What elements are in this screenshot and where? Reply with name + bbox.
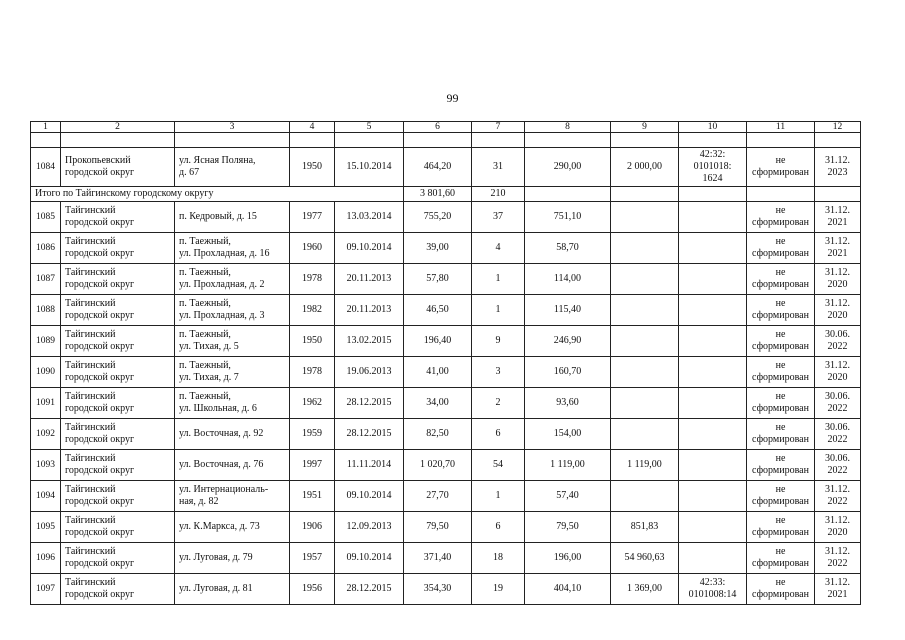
area-cell: 41,00	[404, 357, 472, 388]
date-cell: 13.02.2015	[335, 326, 404, 357]
municipality-cell: Тайгинский городской округ	[61, 481, 175, 512]
cadastral-cell	[679, 512, 747, 543]
deadline-cell: 31.12. 2022	[815, 543, 861, 574]
col9-cell	[611, 388, 679, 419]
area-cell: 196,40	[404, 326, 472, 357]
col8-cell: 404,10	[525, 574, 611, 605]
date-cell: 20.11.2013	[335, 264, 404, 295]
spacer-row	[31, 133, 861, 148]
table-row	[31, 233, 861, 264]
date-cell: 20.11.2013	[335, 295, 404, 326]
date-cell: 28.12.2015	[335, 574, 404, 605]
column-header: 3	[175, 122, 290, 133]
cadastral-cell	[679, 450, 747, 481]
address-cell: п. Таежный, ул. Школьная, д. 6	[175, 388, 290, 419]
subtotal-residents: 210	[472, 187, 525, 202]
date-cell: 12.09.2013	[335, 512, 404, 543]
municipality-cell: Тайгинский городской округ	[61, 388, 175, 419]
date-cell: 09.10.2014	[335, 543, 404, 574]
deadline-cell: 31.12. 2020	[815, 512, 861, 543]
column-header: 9	[611, 122, 679, 133]
deadline-cell: 31.12. 2020	[815, 264, 861, 295]
municipality-cell: Тайгинский городской округ	[61, 357, 175, 388]
year-cell: 1997	[290, 450, 335, 481]
col9-cell: 2 000,00	[611, 148, 679, 187]
municipality-cell: Тайгинский городской округ	[61, 326, 175, 357]
row-number: 1087	[31, 264, 61, 295]
col8-cell: 246,90	[525, 326, 611, 357]
status-cell: не сформирован	[747, 326, 815, 357]
address-cell: ул. Луговая, д. 79	[175, 543, 290, 574]
column-header: 12	[815, 122, 861, 133]
column-header: 11	[747, 122, 815, 133]
address-cell: ул. Интернациональ- ная, д. 82	[175, 481, 290, 512]
municipality-cell: Тайгинский городской округ	[61, 574, 175, 605]
municipality-cell: Тайгинский городской округ	[61, 512, 175, 543]
col9-cell	[611, 202, 679, 233]
date-cell: 11.11.2014	[335, 450, 404, 481]
year-cell: 1956	[290, 574, 335, 605]
cadastral-cell	[679, 233, 747, 264]
residents-cell: 18	[472, 543, 525, 574]
year-cell: 1977	[290, 202, 335, 233]
residents-cell: 4	[472, 233, 525, 264]
cadastral-cell	[679, 419, 747, 450]
row-number: 1095	[31, 512, 61, 543]
status-cell: не сформирован	[747, 295, 815, 326]
cadastral-cell	[679, 543, 747, 574]
col8-cell: 751,10	[525, 202, 611, 233]
area-cell: 464,20	[404, 148, 472, 187]
col8-cell: 154,00	[525, 419, 611, 450]
column-number-row	[31, 122, 861, 133]
page-number: 99	[446, 91, 459, 105]
status-cell: не сформирован	[747, 388, 815, 419]
year-cell: 1978	[290, 357, 335, 388]
status-cell: не сформирован	[747, 264, 815, 295]
address-cell: ул. Восточная, д. 92	[175, 419, 290, 450]
address-cell: ул. Восточная, д. 76	[175, 450, 290, 481]
cadastral-cell	[679, 388, 747, 419]
status-cell: не сформирован	[747, 512, 815, 543]
municipality-cell: Тайгинский городской округ	[61, 202, 175, 233]
col8-cell: 57,40	[525, 481, 611, 512]
year-cell: 1906	[290, 512, 335, 543]
cadastral-cell: 42:32: 0101018: 1624	[679, 148, 747, 187]
date-cell: 09.10.2014	[335, 481, 404, 512]
col8-cell: 115,40	[525, 295, 611, 326]
column-header: 7	[472, 122, 525, 133]
table-row	[31, 148, 861, 187]
cadastral-cell	[679, 202, 747, 233]
residents-cell: 1	[472, 481, 525, 512]
status-cell: не сформирован	[747, 574, 815, 605]
row-number: 1084	[31, 148, 61, 187]
row-number: 1092	[31, 419, 61, 450]
area-cell: 39,00	[404, 233, 472, 264]
residents-cell: 3	[472, 357, 525, 388]
address-cell: п. Таежный, ул. Прохладная, д. 3	[175, 295, 290, 326]
residents-cell: 19	[472, 574, 525, 605]
area-cell: 755,20	[404, 202, 472, 233]
column-header: 2	[61, 122, 175, 133]
table-row	[31, 326, 861, 357]
col8-cell: 79,50	[525, 512, 611, 543]
area-cell: 46,50	[404, 295, 472, 326]
address-cell: ул. К.Маркса, д. 73	[175, 512, 290, 543]
address-cell: п. Таежный, ул. Прохладная, д. 16	[175, 233, 290, 264]
year-cell: 1950	[290, 148, 335, 187]
year-cell: 1951	[290, 481, 335, 512]
table-row	[31, 388, 861, 419]
year-cell: 1978	[290, 264, 335, 295]
table-row	[31, 419, 861, 450]
area-cell: 371,40	[404, 543, 472, 574]
row-number: 1088	[31, 295, 61, 326]
date-cell: 19.06.2013	[335, 357, 404, 388]
deadline-cell: 31.12. 2021	[815, 574, 861, 605]
cadastral-cell: 42:33: 0101008:14	[679, 574, 747, 605]
status-cell: не сформирован	[747, 450, 815, 481]
col9-cell	[611, 481, 679, 512]
column-header: 5	[335, 122, 404, 133]
table-row	[31, 512, 861, 543]
area-cell: 1 020,70	[404, 450, 472, 481]
year-cell: 1982	[290, 295, 335, 326]
col9-cell: 1 369,00	[611, 574, 679, 605]
area-cell: 34,00	[404, 388, 472, 419]
cadastral-cell	[679, 357, 747, 388]
residents-cell: 2	[472, 388, 525, 419]
date-cell: 15.10.2014	[335, 148, 404, 187]
cadastral-cell	[679, 481, 747, 512]
deadline-cell: 31.12. 2021	[815, 233, 861, 264]
deadline-cell: 30.06. 2022	[815, 419, 861, 450]
col8-cell: 58,70	[525, 233, 611, 264]
deadline-cell: 31.12. 2021	[815, 202, 861, 233]
residents-cell: 54	[472, 450, 525, 481]
residents-cell: 6	[472, 419, 525, 450]
column-header: 8	[525, 122, 611, 133]
table-row	[31, 481, 861, 512]
municipality-cell: Тайгинский городской округ	[61, 450, 175, 481]
year-cell: 1950	[290, 326, 335, 357]
status-cell: не сформирован	[747, 148, 815, 187]
municipality-cell: Тайгинский городской округ	[61, 295, 175, 326]
cadastral-cell	[679, 326, 747, 357]
table-row	[31, 295, 861, 326]
row-number: 1096	[31, 543, 61, 574]
column-header: 10	[679, 122, 747, 133]
address-cell: п. Кедровый, д. 15	[175, 202, 290, 233]
col9-cell: 54 960,63	[611, 543, 679, 574]
residents-cell: 1	[472, 264, 525, 295]
year-cell: 1960	[290, 233, 335, 264]
status-cell: не сформирован	[747, 419, 815, 450]
col8-cell: 114,00	[525, 264, 611, 295]
col9-cell: 851,83	[611, 512, 679, 543]
area-cell: 57,80	[404, 264, 472, 295]
municipality-cell: Тайгинский городской округ	[61, 264, 175, 295]
deadline-cell: 30.06. 2022	[815, 326, 861, 357]
area-cell: 354,30	[404, 574, 472, 605]
column-header: 6	[404, 122, 472, 133]
status-cell: не сформирован	[747, 202, 815, 233]
address-cell: п. Таежный, ул. Прохладная, д. 2	[175, 264, 290, 295]
status-cell: не сформирован	[747, 233, 815, 264]
date-cell: 28.12.2015	[335, 388, 404, 419]
subtotal-label: Итого по Тайгинскому городскому округу	[31, 187, 404, 202]
row-number: 1094	[31, 481, 61, 512]
col8-cell: 196,00	[525, 543, 611, 574]
column-header: 4	[290, 122, 335, 133]
col9-cell	[611, 357, 679, 388]
col9-cell	[611, 295, 679, 326]
row-number: 1097	[31, 574, 61, 605]
residents-cell: 6	[472, 512, 525, 543]
row-number: 1090	[31, 357, 61, 388]
col9-cell	[611, 264, 679, 295]
table-row	[31, 543, 861, 574]
status-cell: не сформирован	[747, 481, 815, 512]
year-cell: 1957	[290, 543, 335, 574]
year-cell: 1959	[290, 419, 335, 450]
table-row	[31, 202, 861, 233]
subtotal-row	[31, 187, 861, 202]
residents-cell: 1	[472, 295, 525, 326]
row-number: 1089	[31, 326, 61, 357]
year-cell: 1962	[290, 388, 335, 419]
col9-cell	[611, 419, 679, 450]
municipality-cell: Прокопьевский городской округ	[61, 148, 175, 187]
row-number: 1091	[31, 388, 61, 419]
row-number: 1086	[31, 233, 61, 264]
col9-cell	[611, 326, 679, 357]
date-cell: 09.10.2014	[335, 233, 404, 264]
table-row	[31, 574, 861, 605]
col9-cell	[611, 233, 679, 264]
date-cell: 13.03.2014	[335, 202, 404, 233]
table-row	[31, 450, 861, 481]
address-cell: ул. Луговая, д. 81	[175, 574, 290, 605]
row-number: 1093	[31, 450, 61, 481]
address-cell: п. Таежный, ул. Тихая, д. 5	[175, 326, 290, 357]
status-cell: не сформирован	[747, 357, 815, 388]
address-cell: п. Таежный, ул. Тихая, д. 7	[175, 357, 290, 388]
cadastral-cell	[679, 264, 747, 295]
col8-cell: 160,70	[525, 357, 611, 388]
area-cell: 79,50	[404, 512, 472, 543]
cadastral-cell	[679, 295, 747, 326]
row-number: 1085	[31, 202, 61, 233]
address-cell: ул. Ясная Поляна, д. 67	[175, 148, 290, 187]
residents-cell: 31	[472, 148, 525, 187]
deadline-cell: 31.12. 2020	[815, 357, 861, 388]
residents-cell: 37	[472, 202, 525, 233]
table-row	[31, 357, 861, 388]
table-row	[31, 264, 861, 295]
deadline-cell: 30.06. 2022	[815, 450, 861, 481]
col8-cell: 93,60	[525, 388, 611, 419]
municipality-cell: Тайгинский городской округ	[61, 233, 175, 264]
subtotal-area: 3 801,60	[404, 187, 472, 202]
area-cell: 82,50	[404, 419, 472, 450]
residents-cell: 9	[472, 326, 525, 357]
status-cell: не сформирован	[747, 543, 815, 574]
deadline-cell: 30.06. 2022	[815, 388, 861, 419]
municipality-cell: Тайгинский городской округ	[61, 419, 175, 450]
housing-registry-table	[30, 121, 861, 605]
deadline-cell: 31.12. 2022	[815, 481, 861, 512]
col8-cell: 1 119,00	[525, 450, 611, 481]
column-header: 1	[31, 122, 61, 133]
deadline-cell: 31.12. 2020	[815, 295, 861, 326]
area-cell: 27,70	[404, 481, 472, 512]
municipality-cell: Тайгинский городской округ	[61, 543, 175, 574]
col9-cell: 1 119,00	[611, 450, 679, 481]
col8-cell: 290,00	[525, 148, 611, 187]
date-cell: 28.12.2015	[335, 419, 404, 450]
deadline-cell: 31.12. 2023	[815, 148, 861, 187]
